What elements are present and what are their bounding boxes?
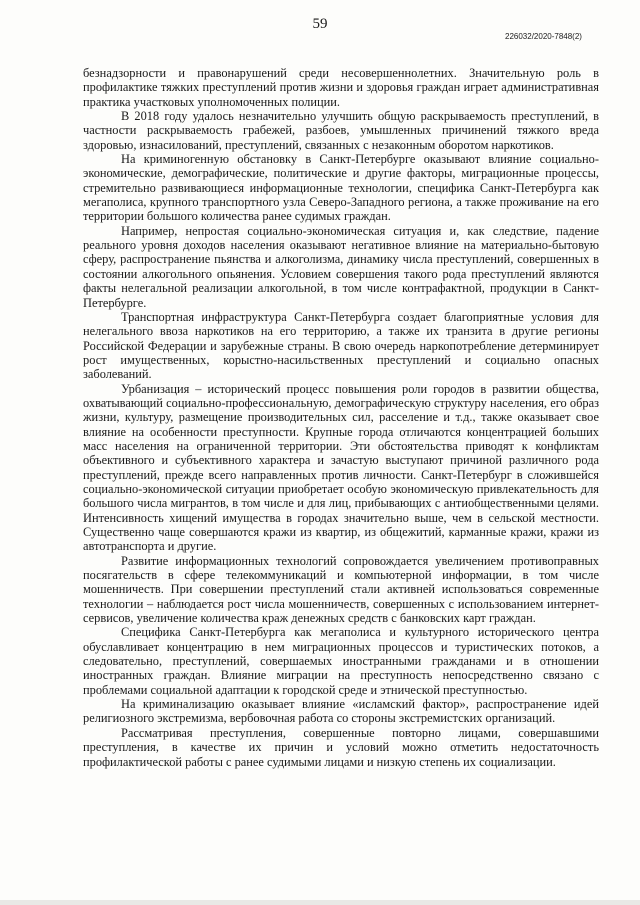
paragraph: Транспортная инфраструктура Санкт-Петербурга создает благоприятные условия для нелегального ввоза наркотиков на его территорию, а также их транзита в другие регионы Российской Федерации и зарубежные страны. В свою очередь наркопотребление детерминирует рост имущественных, корыстно-насильственных преступлений и социально опасных заболеваний. (83, 309, 599, 382)
document-body (83, 66, 599, 769)
page-bottom-edge (0, 900, 640, 905)
paragraph: На криминализацию оказывает влияние «исламский фактор», распространение идей религиозного экстремизма, вербовочная работа со стороны экстремистских организаций. (83, 697, 599, 726)
page-number: 59 (312, 16, 328, 32)
document-code: 226032/2020-7848(2) (505, 32, 582, 41)
paragraph: Специфика Санкт-Петербурга как мегаполиса и культурного исторического центра обуславливает концентрацию в нем миграционных процессов и туристических потоков, а следовательно, преступлений, совершаемых иностранными гражданами и в отношении иностранных граждан. Влияние миграции на преступность непосредственно связано с проблемами социальной адаптации к городской среде и этнической преступностью. (83, 625, 599, 697)
paragraph: Урбанизация – исторический процесс повышения роли городов в развитии общества, охватывающий социально-профессиональную, демографическую структуру населения, его образ жизни, культуру, размещение производительных сил, расселение и т.д., также оказывает свое влияние на особенности преступности. Крупные города отличаются концентрацией больших масс населения на ограниченной территории. Эти обстоятельства приводят к конфликтам объективного и субъективного характера и зачастую выступают причиной различного рода преступлений, прежде всего направленных против личности. Санкт-Петербург в сложившейся социально-экономической ситуации приобретает особую экономическую привлекательность для большого числа мигрантов, в том числе и для лиц, прибывающих с антиобщественными целями. Интенсивность хищений имущества в городах значительно выше, чем в сельской местности. Существенно чаще совершаются кражи из квартир, из общежитий, карманные кражи, кражи из автотранспорта и другие. (83, 381, 599, 554)
paragraph: На криминогенную обстановку в Санкт-Петербурге оказывают влияние социально-экономические, демографические, политические и другие факторы, миграционные процессы, стремительно развивающиеся информационные технологии, специфика Санкт-Петербурга как мегаполиса, крупного транспортного узла Северо-Западного региона, а также проживание на его территории большого количества ранее судимых граждан. (83, 152, 599, 224)
paragraph: Развитие информационных технологий сопровождается увеличением противоправных посягательств в сфере телекоммуникаций и компьютерной информации, в том числе мошенничеств. При совершении преступлений стали активней использоваться современные технологии – наблюдается рост числа мошенничеств, совершенных с использованием интернет-сервисов, увеличение количества краж денежных средств с банковских карт граждан. (83, 553, 599, 626)
paragraph: безнадзорности и правонарушений среди несовершеннолетних. Значительную роль в профилактике тяжких преступлений против жизни и здоровья граждан играет административная практика участковых уполномоченных полиции. (83, 66, 599, 109)
paragraph: Рассматривая преступления, совершенные повторно лицами, совершавшими преступления, в качестве их причин и условий можно отметить недостаточность профилактической работы с ранее судимыми лицами и низкую степень их социализации. (83, 725, 599, 769)
paragraph: В 2018 году удалось незначительно улучшить общую раскрываемость преступлений, в частности раскрываемость грабежей, разбоев, умышленных причинений тяжкого вреда здоровью, изнасилований, преступлений, связанных с незаконным оборотом наркотиков. (83, 109, 599, 152)
paragraph: Например, непростая социально-экономическая ситуация и, как следствие, падение реального уровня доходов населения оказывают негативное влияние на материально-бытовую сферу, распространение пьянства и алкоголизма, динамику числа преступлений, совершенных в состоянии алкогольного опьянения. Условием совершения такого рода преступлений являются факты нелегальной реализации алкогольной, в том числе контрафактной, продукции в Санкт-Петербурге. (83, 223, 599, 310)
